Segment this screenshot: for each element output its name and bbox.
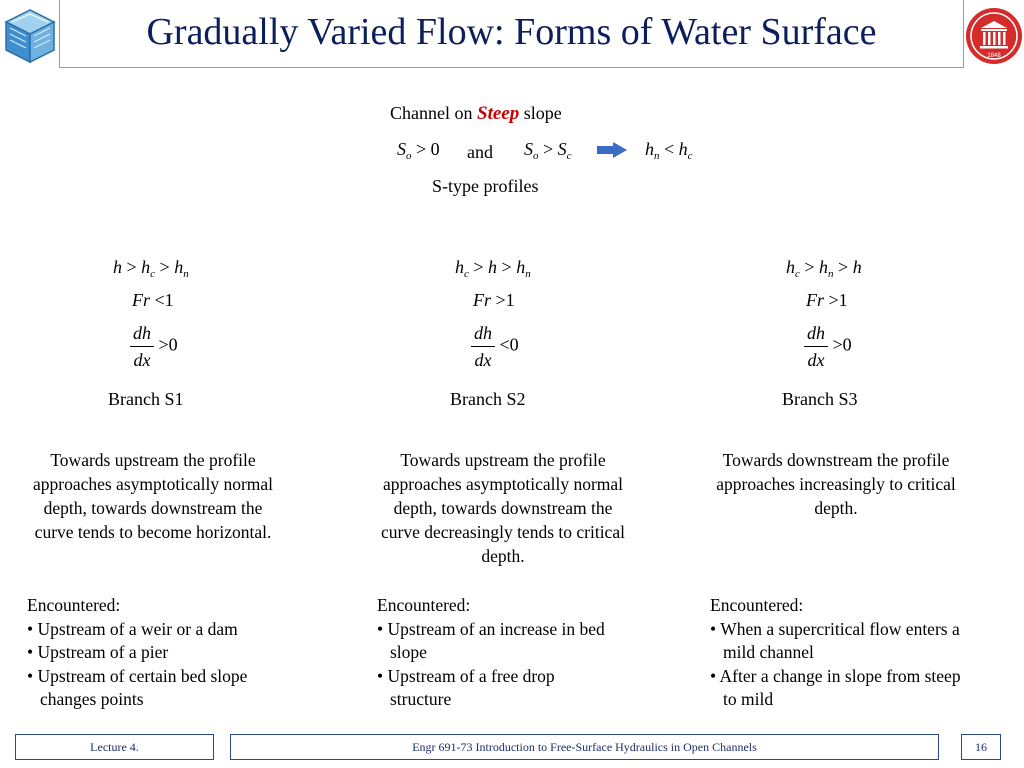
eq-so-gt-sc: $S_o > S_c$ xyxy=(524,139,572,162)
page-title: Gradually Varied Flow: Forms of Water Surface xyxy=(146,11,877,53)
title-bar xyxy=(0,0,1024,70)
footer-lecture: Lecture 4. xyxy=(15,734,214,760)
and-label: and xyxy=(467,142,493,162)
s2-froude: Fr >1 xyxy=(473,290,515,310)
s2-encountered-title: Encountered: xyxy=(377,595,471,615)
seal-year: 1848 xyxy=(987,53,1001,59)
s3-depth-relation: $h_c > h_n > h$ xyxy=(786,257,862,280)
branch-s1-label: Branch S1 xyxy=(108,389,184,409)
s2-depth-relation: $h_c > h > h_n$ xyxy=(455,257,531,280)
s2-item-1: Upstream of an increase in bed slope xyxy=(387,618,605,663)
intro-suffix: slope xyxy=(519,103,562,123)
s1-item-3: Upstream of certain bed slope changes points xyxy=(37,665,248,710)
s1-froude: Fr <1 xyxy=(132,290,174,310)
s3-froude: Fr >1 xyxy=(806,290,848,310)
s3-encountered xyxy=(710,594,970,712)
footer-course: Engr 691-73 Introduction to Free-Surface Hydraulics in Open Channels xyxy=(230,734,939,760)
eq-so-positive: $S_o > 0$ xyxy=(397,139,440,162)
branch-s2-label: Branch S2 xyxy=(450,389,526,409)
list-item: • Upstream of an increase in bed slope xyxy=(377,618,605,663)
intro-line xyxy=(390,103,562,125)
s1-description: Towards upstream the profile approaches asymptotically normal depth, towards downstream the curve tends to become horizontal. xyxy=(32,450,274,542)
s2-dhdx: $\frac{dh}{dx}$ <0 xyxy=(471,320,519,373)
s3-encountered-title: Encountered: xyxy=(710,595,804,615)
list-item: • After a change in slope from steep to mild xyxy=(710,665,961,710)
list-item: • Upstream of a weir or a dam xyxy=(27,618,238,639)
list-item: • Upstream of certain bed slope changes points xyxy=(27,665,248,710)
s1-froude-op: < xyxy=(154,290,165,310)
s3-froude-op: > xyxy=(828,290,839,310)
list-item: • Upstream of a free drop structure xyxy=(377,665,555,710)
eq-hn-lt-hc: $h_n < h_c$ xyxy=(645,139,693,162)
s2-description: Towards upstream the profile approaches asymptotically normal depth, towards downstream the curve decreasingly tends to critical depth. xyxy=(381,450,625,566)
s2-item-2: Upstream of a free drop structure xyxy=(387,665,555,710)
list-item: • Upstream of a pier xyxy=(27,642,169,663)
channel-cube-icon xyxy=(2,4,58,66)
footer-page-number: 16 xyxy=(961,734,1001,760)
s1-encountered-title: Encountered: xyxy=(27,595,121,615)
s3-description: Towards downstream the profile approaches increasingly to critical depth. xyxy=(716,450,956,518)
s1-depth-relation: $h > h_c > h_n$ xyxy=(113,257,189,280)
s2-encountered xyxy=(377,594,617,712)
intro-emphasis: Steep xyxy=(477,103,520,124)
s1-item-2: Upstream of a pier xyxy=(37,642,169,663)
intro-prefix: Channel on xyxy=(390,103,477,123)
s1-encountered xyxy=(27,594,297,712)
s2-froude-op: > xyxy=(495,290,506,310)
arrow-right-icon xyxy=(597,142,627,158)
s1-dhdx: $\frac{dh}{dx}$ >0 xyxy=(130,320,178,373)
list-item: • When a supercritical flow enters a mild channel xyxy=(710,618,960,663)
s1-item-1: Upstream of a weir or a dam xyxy=(37,618,238,639)
s-type-profiles-label: S-type profiles xyxy=(432,176,539,196)
branch-s3-label: Branch S3 xyxy=(782,389,858,409)
s3-item-1: When a supercritical flow enters a mild channel xyxy=(720,618,960,663)
s1-dhdx-op: > xyxy=(158,334,169,355)
s3-item-2: After a change in slope from steep to mild xyxy=(719,665,961,710)
s2-dhdx-op: < xyxy=(499,334,510,355)
s3-dhdx-op: > xyxy=(832,334,843,355)
s3-dhdx: $\frac{dh}{dx}$ >0 xyxy=(804,320,852,373)
university-seal-icon xyxy=(965,2,1023,66)
